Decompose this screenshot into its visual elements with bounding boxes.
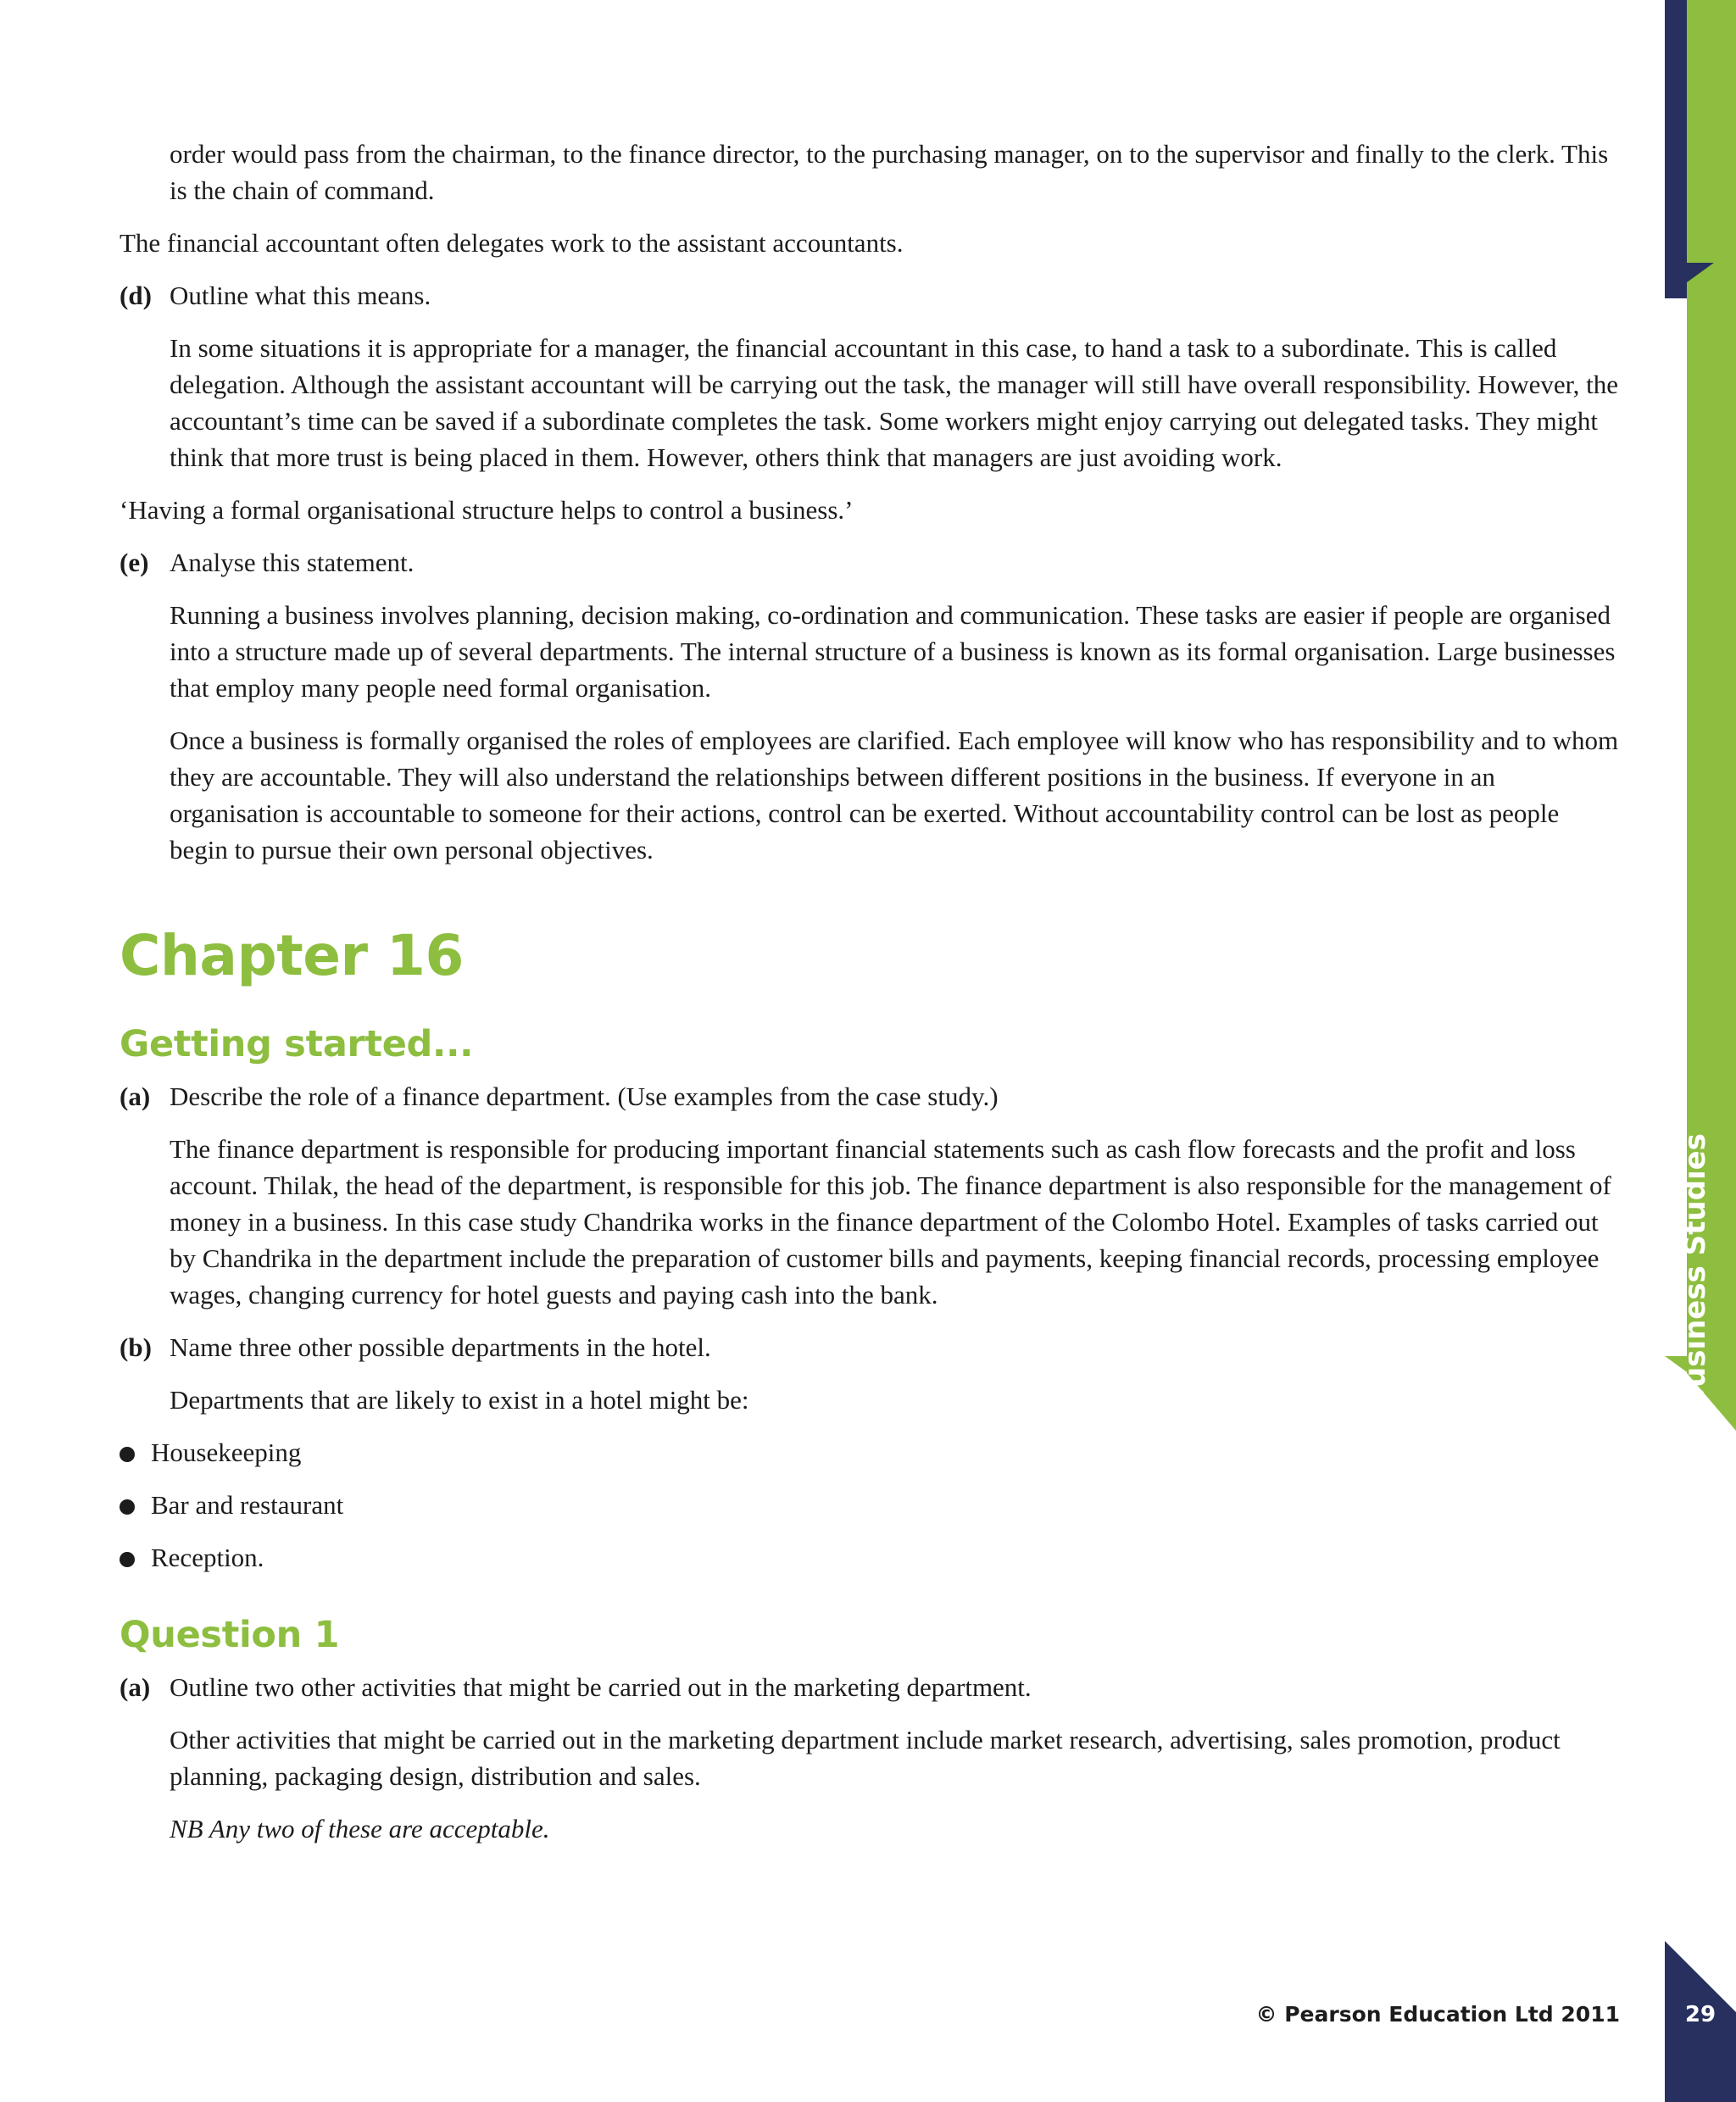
question-text: Outline two other activities that might be carried out in the marketing department. xyxy=(170,1672,1032,1702)
answer-e-1: Running a business involves planning, decision making, co-ordination and communication. These tasks are easier if people are organised into a structure made up of several departments. The internal structure of a business is known as its formal organisation. Large businesses that employ many people need formal organisation. xyxy=(170,600,1616,703)
question-label: (a) xyxy=(120,1672,151,1702)
department-list xyxy=(120,1434,1620,1576)
sidebar-subject-label: Business Studies xyxy=(1678,1133,1713,1410)
list-item: Reception. xyxy=(120,1539,1620,1576)
bullet-icon xyxy=(120,1552,135,1567)
question-text: Analyse this statement. xyxy=(170,548,415,577)
main-content xyxy=(120,136,1620,1863)
chapter-title: Chapter 16 xyxy=(120,923,464,988)
question-text: Outline what this means. xyxy=(170,281,431,310)
question-label: (b) xyxy=(120,1332,152,1362)
bullet-icon xyxy=(120,1499,135,1515)
question-label: (a) xyxy=(120,1082,151,1111)
answer-gs-a: The finance department is responsible for producing important financial statements such as cash flow forecasts and the profit and loss account. Thilak, the head of the department, is responsible for this job. The finance department is also responsible for the management of money in a business. In this case study Chandrika works in the finance department of the Colombo Hotel. Examples of tasks carried out by Chandrika in the department include the preparation of customer bills and payments, keeping financial records, processing employee wages, changing currency for hotel guests and paying cash into the bank. xyxy=(170,1134,1611,1310)
copyright-notice: © Pearson Education Ltd 2011 xyxy=(1255,2002,1620,2027)
bullet-icon xyxy=(120,1447,135,1462)
answer-q1-a: Other activities that might be carried out in the marketing department include market research, advertising, sales promotion, product planning, packaging design, distribution and sales. xyxy=(170,1725,1561,1791)
question-text: Describe the role of a finance department. (Use examples from the case study.) xyxy=(170,1082,999,1111)
answer-e-2: Once a business is formally organised the roles of employees are clarified. Each employee will know who has responsibility and to whom they are accountable. They will also understand the relationships between different positions in the business. If everyone in an organisation is accountable to someone for their actions, control can be exerted. Without accountability control can be lost as people begin to pursue their own personal objectives. xyxy=(170,726,1619,865)
question-d xyxy=(120,277,1620,314)
section-heading-getting-started: Getting started... xyxy=(120,1023,474,1065)
list-item: Bar and restaurant xyxy=(120,1487,1620,1523)
question-gs-b xyxy=(120,1329,1620,1365)
page-number: 29 xyxy=(1684,2002,1717,2027)
question-label: (d) xyxy=(120,281,152,310)
answer-gs-b-intro: Departments that are likely to exist in a hotel might be: xyxy=(170,1385,749,1415)
paragraph-delegates: The financial accountant often delegates work to the assistant accountants. xyxy=(120,228,904,258)
quote-statement: ‘Having a formal organisational structure helps to control a business.’ xyxy=(120,495,854,525)
answer-note: NB Any two of these are acceptable. xyxy=(170,1814,550,1843)
question-gs-a xyxy=(120,1078,1620,1115)
question-e xyxy=(120,544,1620,581)
list-item: Housekeeping xyxy=(120,1434,1620,1471)
question-text: Name three other possible departments in the hotel. xyxy=(170,1332,711,1362)
question-q1-a xyxy=(120,1669,1620,1705)
answer-d: In some situations it is appropriate for a manager, the financial accountant in this case, to hand a task to a subordinate. This is called delegation. Although the assistant accountant will be carrying out the task, the manager will still have overall responsibility. However, the accountant’s time can be saved if a subordinate completes the task. Some workers might enjoy carrying out delegated tasks. They might think that more trust is being placed in them. However, others think that managers are just avoiding work. xyxy=(170,333,1619,472)
paragraph-chain-of-command: order would pass from the chairman, to the finance director, to the purchasing manager, on to the supervisor and finally to the clerk. This is the chain of command. xyxy=(170,139,1609,205)
section-heading-question-1: Question 1 xyxy=(120,1614,340,1656)
question-label: (e) xyxy=(120,548,149,577)
